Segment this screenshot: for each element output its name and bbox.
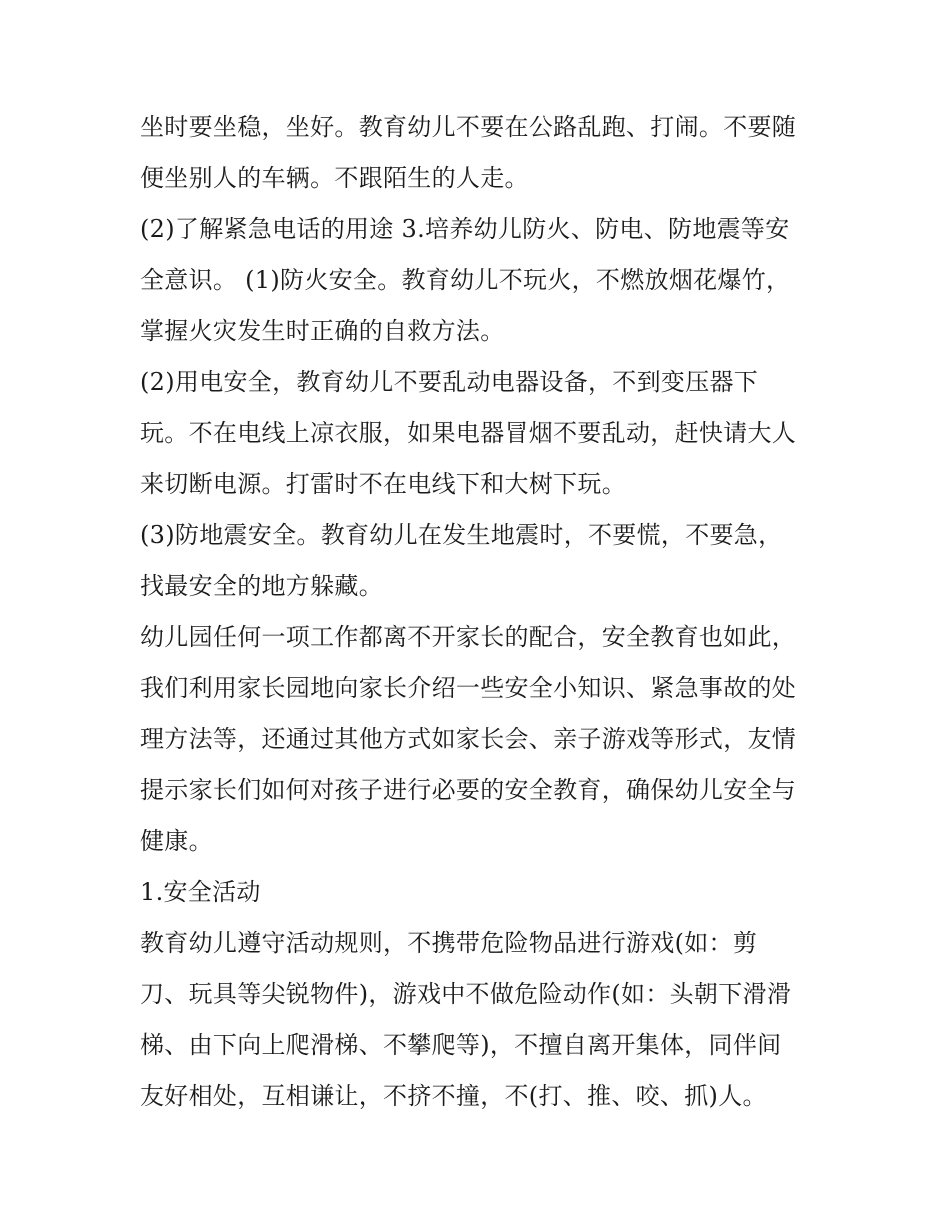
text-line: 梯、由下向上爬滑梯、不攀爬等)，不擅自离开集体，同伴间 xyxy=(140,1031,782,1059)
text-line: 健康。 xyxy=(140,827,213,855)
text-line: 找最安全的地方躲藏。 xyxy=(140,572,383,600)
document-body xyxy=(140,102,820,1122)
text-line: 刀、玩具等尖锐物件)，游戏中不做危险动作(如：头朝下滑滑 xyxy=(140,980,792,1008)
text-line: 提示家长们如何对孩子进行必要的安全教育，确保幼儿安全与 xyxy=(140,776,797,804)
text-line: 掌握火灾发生时正确的自救方法。 xyxy=(140,317,505,345)
text-line: (2)了解紧急电话的用途 3.培养幼儿防火、防电、防地震等安 xyxy=(140,215,790,243)
text-line: 理方法等，还通过其他方式如家长会、亲子游戏等形式，友情 xyxy=(140,725,797,753)
text-line: 全意识。 (1)防火安全。教育幼儿不玩火，不燃放烟花爆竹， xyxy=(140,266,791,294)
text-line: 友好相处，互相谦让，不挤不撞，不(打、推、咬、抓)人。 xyxy=(140,1082,767,1110)
text-line: 我们利用家长园地向家长介绍一些安全小知识、紧急事故的处 xyxy=(140,674,797,702)
text-line: 玩。不在电线上凉衣服，如果电器冒烟不要乱动，赶快请大人 xyxy=(140,419,797,447)
text-line: (2)用电安全，教育幼儿不要乱动电器设备，不到变压器下 xyxy=(140,368,759,396)
text-line: 教育幼儿遵守活动规则，不携带危险物品进行游戏(如：剪 xyxy=(140,929,758,957)
section-heading: 1.安全活动 xyxy=(140,878,261,906)
text-line: 幼儿园任何一项工作都离不开家长的配合，安全教育也如此， xyxy=(140,623,797,651)
text-line: (3)防地震安全。教育幼儿在发生地震时，不要慌，不要急， xyxy=(140,521,783,549)
text-line: 便坐别人的车辆。不跟陌生的人走。 xyxy=(140,164,529,192)
text-line: 来切断电源。打雷时不在电线下和大树下玩。 xyxy=(140,470,626,498)
text-line: 坐时要坐稳，坐好。教育幼儿不要在公路乱跑、打闹。不要随 xyxy=(140,113,797,141)
